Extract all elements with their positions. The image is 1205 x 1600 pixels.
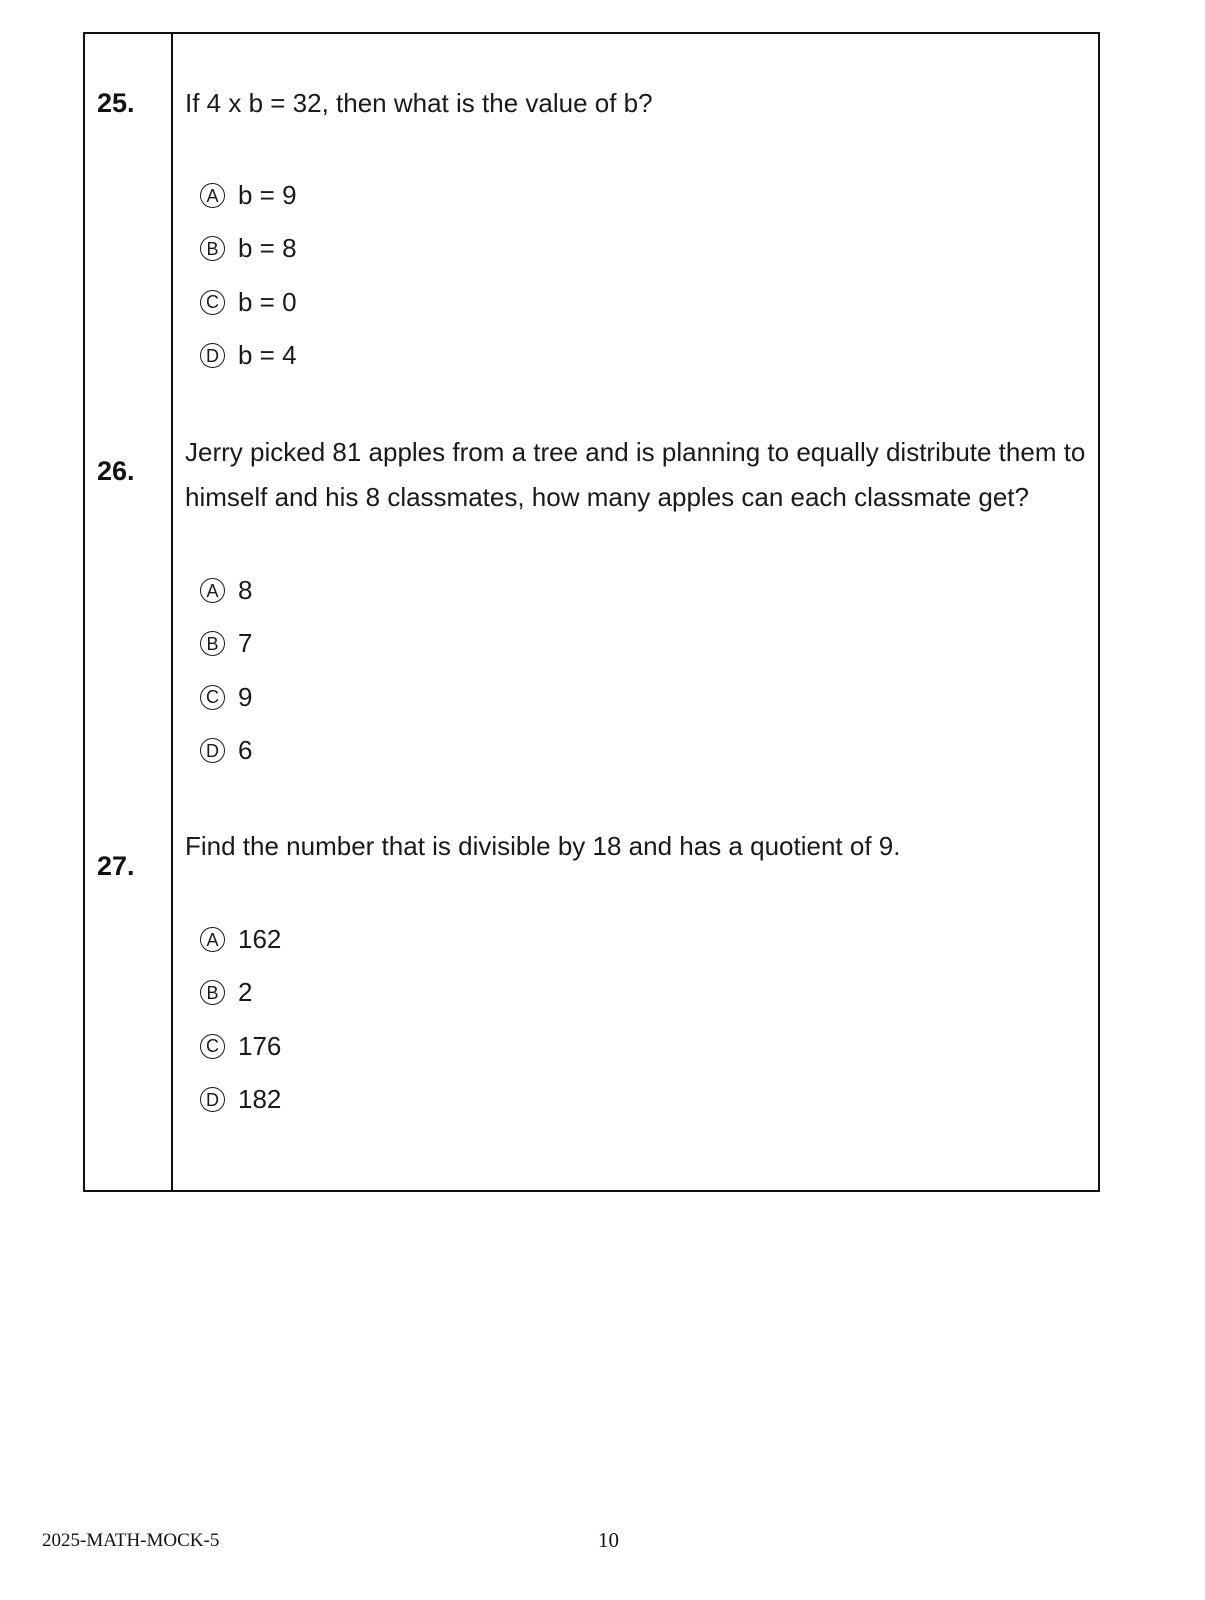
- choice-letter-c-icon: C: [200, 1034, 225, 1059]
- choice-letter-a-icon: A: [200, 578, 225, 603]
- choice-27-c[interactable]: [200, 1020, 281, 1073]
- choice-25-b[interactable]: [200, 222, 297, 275]
- choice-letter-d-icon: D: [200, 738, 225, 763]
- choice-letter-d-icon: D: [200, 1087, 225, 1112]
- question-number-25: 25.: [97, 88, 135, 118]
- choice-text: b = 4: [238, 340, 297, 371]
- choice-27-a[interactable]: [200, 913, 281, 966]
- choice-letter-b-icon: B: [200, 236, 225, 261]
- choice-text: 182: [238, 1084, 282, 1115]
- question-sheet: [83, 32, 1100, 1192]
- choice-26-c[interactable]: [200, 671, 252, 724]
- choice-letter-b-icon: B: [200, 980, 225, 1005]
- page-number: 10: [598, 1528, 619, 1552]
- question-number-27: 27.: [97, 851, 135, 881]
- choice-27-d[interactable]: [200, 1073, 281, 1126]
- question-text-27: Find the number that is divisible by 18 and has a quotient of 9.: [185, 831, 901, 861]
- question-text-26: Jerry picked 81 apples from a tree and is planning to equally distribute them to himself and his 8 classmates, how many apples can each classmate get?: [185, 437, 1086, 512]
- choice-25-c[interactable]: [200, 276, 297, 329]
- choice-text: 7: [238, 628, 253, 659]
- question-number-26: 26.: [97, 456, 135, 486]
- choice-letter-c-icon: C: [200, 290, 225, 315]
- choice-text: b = 9: [238, 180, 297, 211]
- choice-26-b[interactable]: [200, 617, 252, 670]
- choice-26-a[interactable]: [200, 564, 252, 617]
- answer-choices-27: [200, 913, 281, 1126]
- choice-text: b = 0: [238, 286, 297, 317]
- choice-text: 176: [238, 1030, 282, 1061]
- choice-27-b[interactable]: [200, 966, 281, 1019]
- answer-choices-25: [200, 169, 297, 382]
- question-text-25: If 4 x b = 32, then what is the value of b?: [185, 88, 653, 118]
- choice-text: 8: [238, 575, 253, 606]
- choice-letter-a-icon: A: [200, 927, 225, 952]
- footer-document-code: 2025-MATH-MOCK-5: [42, 1530, 220, 1551]
- choice-text: 162: [238, 924, 282, 955]
- column-divider: [171, 34, 173, 1190]
- choice-letter-a-icon: A: [200, 183, 225, 208]
- choice-letter-c-icon: C: [200, 685, 225, 710]
- answer-choices-26: [200, 564, 252, 777]
- choice-letter-b-icon: B: [200, 631, 225, 656]
- choice-text: 9: [238, 681, 253, 712]
- choice-25-d[interactable]: [200, 329, 297, 382]
- choice-text: b = 8: [238, 233, 297, 264]
- choice-26-d[interactable]: [200, 724, 252, 777]
- choice-25-a[interactable]: [200, 169, 297, 222]
- choice-text: 6: [238, 735, 253, 766]
- choice-text: 2: [238, 977, 253, 1008]
- choice-letter-d-icon: D: [200, 343, 225, 368]
